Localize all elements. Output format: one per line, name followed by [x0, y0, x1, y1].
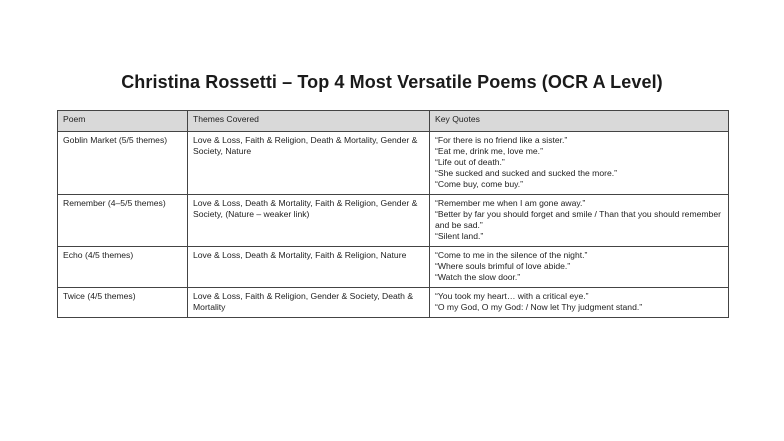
quote-line: “Life out of death.” [435, 157, 505, 167]
column-header-quotes: Key Quotes [430, 111, 729, 132]
table-row [58, 247, 729, 288]
table-header-row [58, 111, 729, 132]
quote-line: “Remember me when I am gone away.” [435, 198, 586, 208]
poem-cell: Echo (4/5 themes) [58, 247, 188, 288]
quote-line: “You took my heart… with a critical eye.” [435, 291, 589, 301]
themes-cell: Love & Loss, Faith & Religion, Gender & Society, Death & Mortality [188, 288, 430, 318]
poems-table [57, 110, 729, 318]
quote-line: “Better by far you should forget and smile / Than that you should remember and be sad.” [435, 209, 721, 230]
quote-line: “She sucked and sucked and sucked the more.” [435, 168, 618, 178]
quote-line: “Come buy, come buy.” [435, 179, 524, 189]
quote-line: “O my God, O my God: / Now let Thy judgment stand.” [435, 302, 643, 312]
quote-line: “Eat me, drink me, love me.” [435, 146, 543, 156]
quote-line: “Come to me in the silence of the night.” [435, 250, 588, 260]
poem-cell: Twice (4/5 themes) [58, 288, 188, 318]
poem-cell: Goblin Market (5/5 themes) [58, 132, 188, 195]
quote-line: “Watch the slow door.” [435, 272, 521, 282]
quotes-cell [430, 288, 729, 318]
quote-line: “For there is no friend like a sister.” [435, 135, 568, 145]
table-row [58, 132, 729, 195]
themes-cell: Love & Loss, Faith & Religion, Death & Mortality, Gender & Society, Nature [188, 132, 430, 195]
page-title: Christina Rossetti – Top 4 Most Versatile Poems (OCR A Level) [121, 72, 663, 92]
quote-line: “Silent land.” [435, 231, 484, 241]
themes-cell: Love & Loss, Death & Mortality, Faith & Religion, Nature [188, 247, 430, 288]
column-header-poem: Poem [58, 111, 188, 132]
column-header-themes: Themes Covered [188, 111, 430, 132]
table-row [58, 195, 729, 247]
quotes-cell [430, 132, 729, 195]
quotes-cell [430, 195, 729, 247]
quotes-cell [430, 247, 729, 288]
table-row [58, 288, 729, 318]
poem-cell: Remember (4–5/5 themes) [58, 195, 188, 247]
quote-line: “Where souls brimful of love abide.” [435, 261, 571, 271]
themes-cell: Love & Loss, Death & Mortality, Faith & Religion, Gender & Society, (Nature – weaker link) [188, 195, 430, 247]
